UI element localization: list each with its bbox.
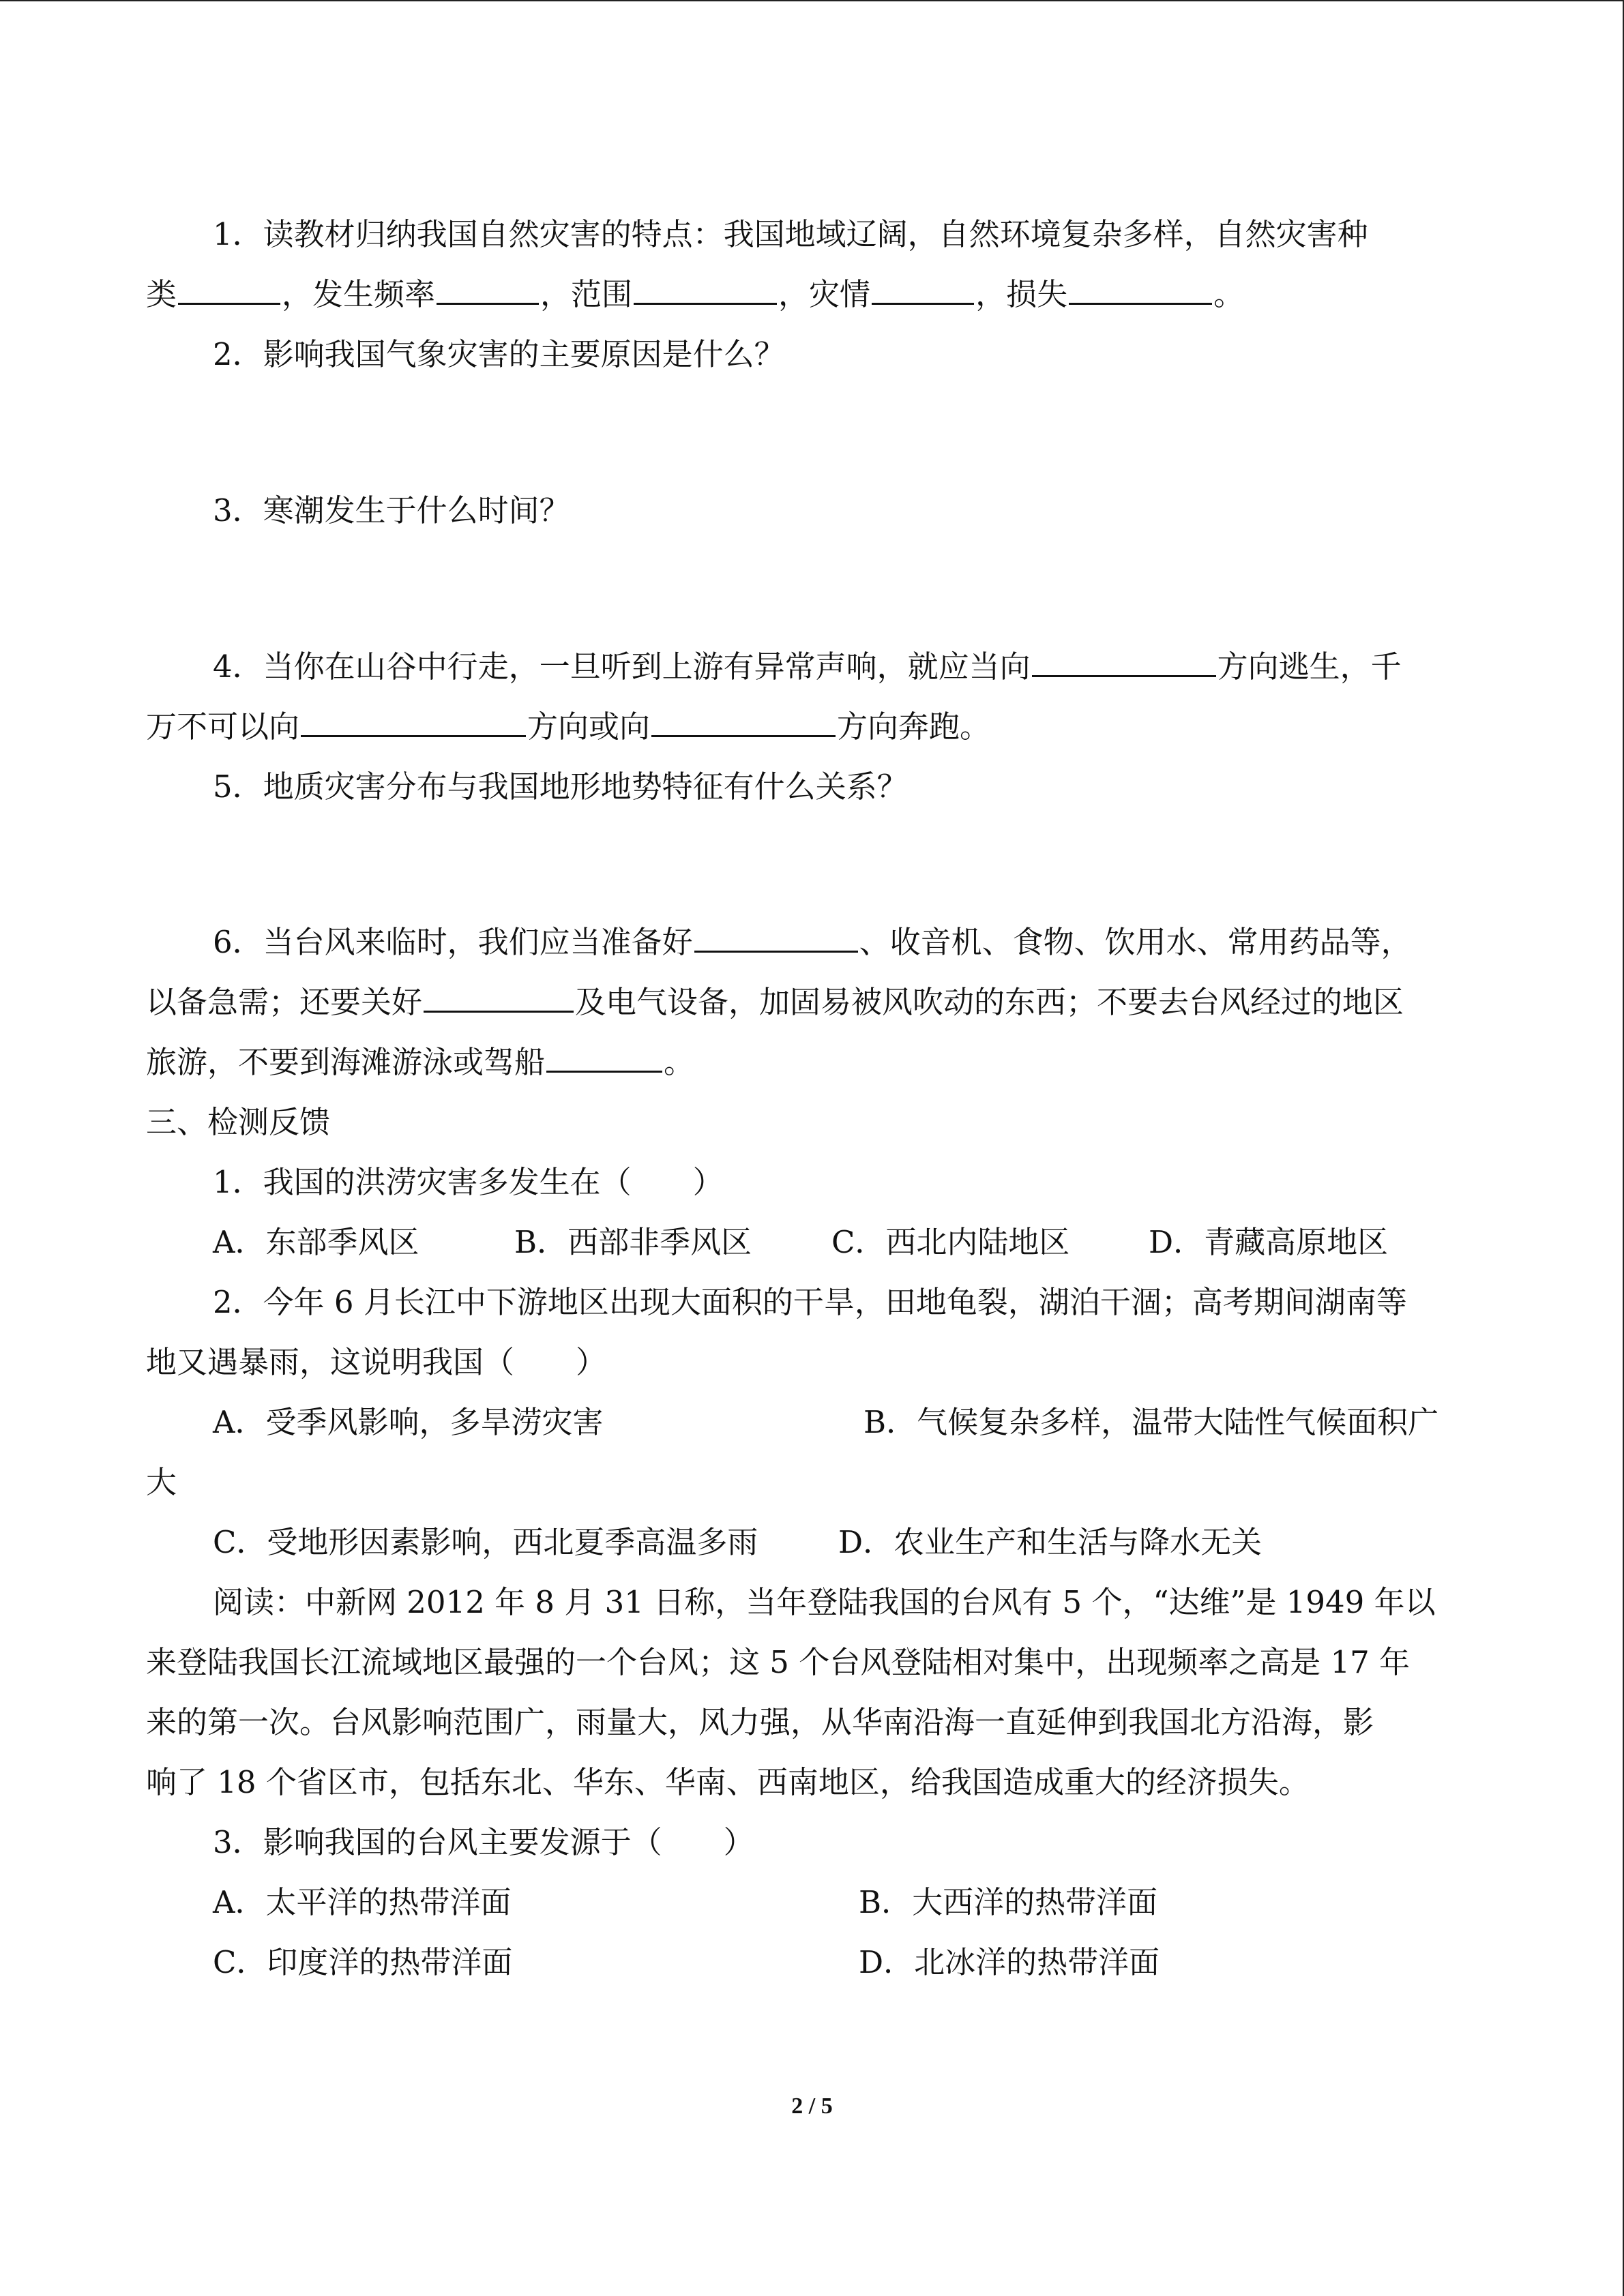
question-6-text-c: 以备急需；还要关好 [146,984,423,1020]
question-1-text: 1．读教材归纳我国自然灾害的特点：我国地域辽阔，自然环境复杂多样，自然灾害种 [213,216,1368,252]
question-4-text-c: 万不可以向 [146,709,300,745]
reading-text-1: 阅读：中新网 2012 年 8 月 31 日称，当年登陆我国的台风有 5 个，“达维”是 1949 年以 [213,1584,1436,1620]
mc-3-option-d[interactable]: D．北冰洋的热带洋面 [859,1944,1160,1980]
fill-blank-disaster[interactable] [872,272,974,305]
mc-2-option-b-continued [146,1452,1476,1512]
fill-blank-range[interactable] [634,272,777,305]
mc-1-option-b[interactable]: B．西部非季风区 [514,1224,752,1260]
reading-text-2: 来登陆我国长江流域地区最强的一个台风；这 5 个台风登陆相对集中，出现频率之高是 17 年 [146,1644,1411,1680]
mc-2-stem-a: 2．今年 6 月长江中下游地区出现大面积的干旱，田地龟裂，湖泊干涸；高考期间湖南等 [213,1284,1407,1320]
mc-2-options-ab [146,1392,1476,1452]
question-4-text-a: 4．当你在山谷中行走，一旦听到上游有异常声响，就应当向 [213,648,1031,685]
mc-1-option-c[interactable]: C．西北内陆地区 [831,1224,1070,1260]
question-1-text-f: 。 [1213,276,1245,312]
question-1-text-a: 类 [146,276,177,312]
question-2-text: 2．影响我国气象灾害的主要原因是什么？ [213,336,785,372]
reading-line-4 [146,1753,1476,1813]
question-4-text-d: 方向或向 [527,709,651,745]
question-6-line-2 [146,972,1476,1032]
question-1-text-b: ，发生频率 [282,276,436,312]
question-1-text-d: ，灾情 [778,276,871,312]
section-3-title: 三、检测反馈 [146,1104,331,1140]
question-6-text-b: 、收音机、食物、饮用水、常用药品等， [859,924,1412,960]
mc-question-3 [146,1813,1476,1873]
page-number: 2 / 5 [791,2093,833,2119]
reading-line-3 [146,1693,1476,1753]
question-1-line-1 [146,205,1476,265]
fill-blank-wrong-direction-2[interactable] [651,704,836,737]
fill-blank-prepare[interactable] [694,920,858,953]
question-4-text-e: 方向奔跑。 [837,709,991,745]
mc-3-options-ab [146,1873,1476,1933]
mc-1-option-a[interactable]: A．东部季风区 [213,1224,419,1260]
mc-3-options-cd [146,1933,1476,1993]
reading-line-2 [146,1632,1476,1693]
reading-text-4: 响了 18 个省区市，包括东北、华东、华南、西南地区，给我国造成重大的经济损失。 [146,1764,1310,1800]
question-5-text: 5．地质灾害分布与我国地形地势特征有什么关系？ [213,769,908,805]
question-2 [146,325,1476,385]
question-4-line-1 [146,637,1476,697]
fill-blank-variety[interactable] [178,272,280,305]
mc-2-option-a[interactable]: A．受季风影响，多旱涝灾害 [213,1404,604,1440]
question-6-text-f: 。 [664,1044,695,1080]
question-4-text-b: 方向逃生，千 [1217,648,1402,685]
mc-3-option-c[interactable]: C．印度洋的热带洋面 [213,1944,513,1980]
fill-blank-frequency[interactable] [437,272,539,305]
fill-blank-loss[interactable] [1069,272,1212,305]
mc-question-1 [146,1152,1476,1212]
question-4-line-2 [146,697,1476,757]
reading-text-3: 来的第一次。台风影响范围广，雨量大，风力强，从华南沿海一直延伸到我国北方沿海，影 [146,1704,1374,1740]
mc-3-stem: 3．影响我国的台风主要发源于（ ） [213,1824,754,1860]
question-6-text-a: 6．当台风来临时，我们应当准备好 [213,924,693,960]
question-3-text: 3．寒潮发生于什么时间？ [213,492,570,528]
mc-2-option-c[interactable]: C．受地形因素影响，西北夏季高温多雨 [213,1524,758,1560]
question-6-line-3 [146,1032,1476,1092]
question-1-line-2 [146,265,1476,325]
mc-2-options-cd [146,1512,1476,1572]
mc-1-option-d[interactable]: D．青藏高原地区 [1149,1224,1389,1260]
question-1-text-c: ，范围 [540,276,633,312]
fill-blank-close[interactable] [424,980,574,1013]
mc-question-2-line-1 [146,1272,1476,1332]
fill-blank-boating[interactable] [546,1040,662,1073]
answer-space-3[interactable] [146,541,1476,637]
question-1-text-e: ，损失 [975,276,1068,312]
mc-1-stem: 1．我国的洪涝灾害多发生在（ ） [213,1164,724,1200]
mc-2-option-d[interactable]: D．农业生产和生活与降水无关 [838,1524,1263,1560]
fill-blank-escape-direction[interactable] [1032,644,1216,677]
reading-line-1 [146,1572,1476,1632]
mc-question-2-line-2 [146,1332,1476,1392]
mc-1-options [146,1212,1476,1272]
question-6-text-d: 及电气设备，加固易被风吹动的东西；不要去台风经过的地区 [575,984,1404,1020]
mc-2-option-b-cont: 大 [146,1464,177,1500]
mc-3-option-b[interactable]: B．大西洋的热带洋面 [859,1884,1158,1920]
mc-2-option-b[interactable]: B．气候复杂多样，温带大陆性气候面积广 [863,1404,1439,1440]
worksheet-content [146,205,1476,1993]
answer-space-5[interactable] [146,817,1476,912]
answer-space-2[interactable] [146,385,1476,481]
section-heading [146,1092,1476,1152]
question-5 [146,757,1476,817]
mc-2-stem-b: 地又遇暴雨，这说明我国（ ） [146,1344,607,1380]
question-6-line-1 [146,912,1476,972]
mc-3-option-a[interactable]: A．太平洋的热带洋面 [213,1884,512,1920]
fill-blank-wrong-direction-1[interactable] [301,704,526,737]
question-6-text-e: 旅游，不要到海滩游泳或驾船 [146,1044,546,1080]
question-3 [146,481,1476,541]
